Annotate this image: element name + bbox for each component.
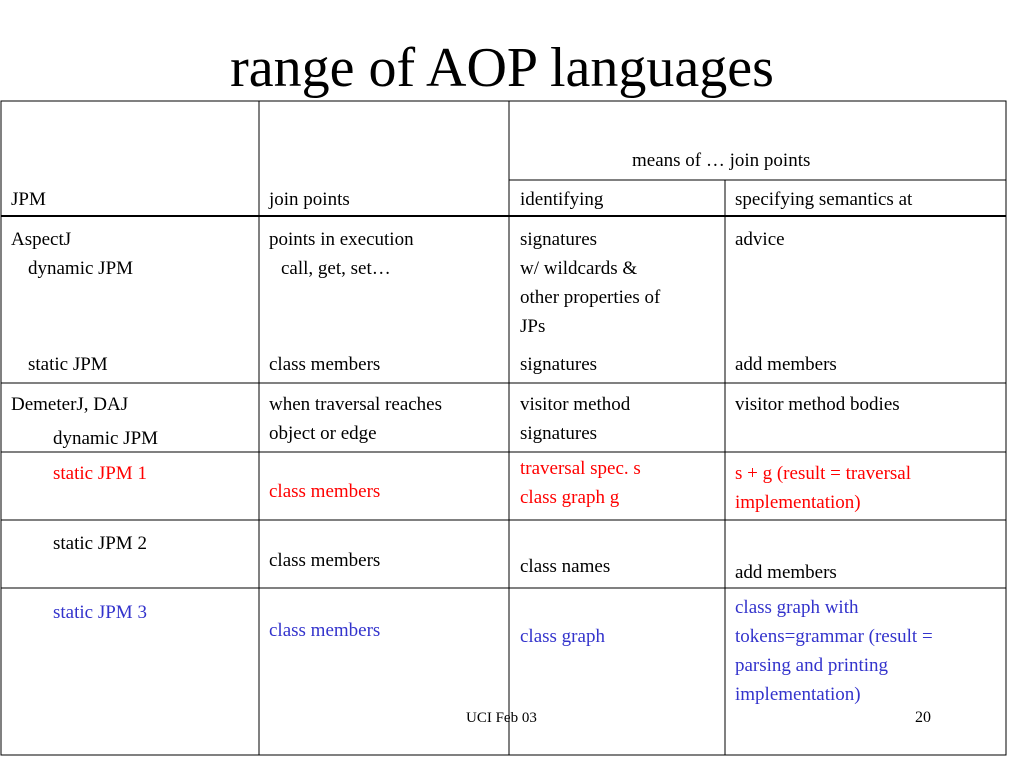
demeterj-joinpoints-1: when traversal reaches <box>269 394 443 415</box>
static-jpm-1-id-2: class graph g <box>520 487 620 508</box>
static-jpm-1-id-1: traversal spec. s <box>520 458 641 479</box>
static-jpm-3-spec-1: class graph with <box>735 597 859 618</box>
header-identifying: identifying <box>520 189 604 210</box>
static-jpm-3-joinpoints: class members <box>269 620 381 641</box>
aspectj-dyn-spec: advice <box>735 229 785 250</box>
demeterj-joinpoints-2: object or edge <box>269 423 377 444</box>
static-jpm-1-joinpoints: class members <box>269 481 381 502</box>
static-jpm-3-spec-4: implementation) <box>735 684 861 705</box>
static-jpm-3-spec-3: parsing and printing <box>735 655 889 676</box>
demeterj-id-1: visitor method <box>520 394 631 415</box>
aspectj-dyn-id-3: other properties of <box>520 287 661 308</box>
header-group-means-of: means of … join points <box>632 150 811 171</box>
aspectj-name: AspectJ <box>11 229 72 250</box>
static-jpm-1-label: static JPM 1 <box>53 463 147 484</box>
header-specifying: specifying semantics at <box>735 189 913 210</box>
aspectj-dyn-joinpoints-1: points in execution <box>269 229 414 250</box>
static-jpm-2-spec: add members <box>735 562 837 583</box>
slide-title: range of AOP languages <box>230 37 774 99</box>
aspectj-static-id: signatures <box>520 354 598 375</box>
static-jpm-2-label: static JPM 2 <box>53 533 147 554</box>
header-jpm: JPM <box>11 189 46 210</box>
aspectj-dyn-id-2: w/ wildcards & <box>520 258 638 279</box>
demeterj-dynamic-label: dynamic JPM <box>53 428 159 449</box>
static-jpm-2-id: class names <box>520 556 611 577</box>
aspectj-dyn-id-4: JPs <box>520 316 546 337</box>
demeterj-name: DemeterJ, DAJ <box>11 394 129 415</box>
demeterj-spec: visitor method bodies <box>735 394 900 415</box>
aspectj-static-joinpoints: class members <box>269 354 381 375</box>
demeterj-id-2: signatures <box>520 423 598 444</box>
page-number: 20 <box>915 709 931 726</box>
header-join-points: join points <box>269 189 350 210</box>
aspectj-dynamic-label: dynamic JPM <box>28 258 134 279</box>
aspectj-dyn-joinpoints-2: call, get, set… <box>281 258 391 279</box>
static-jpm-3-label: static JPM 3 <box>53 602 147 623</box>
aspectj-static-label: static JPM <box>28 354 108 375</box>
static-jpm-3-id: class graph <box>520 626 605 647</box>
aspectj-dyn-id-1: signatures <box>520 229 598 250</box>
static-jpm-2-joinpoints: class members <box>269 550 381 571</box>
static-jpm-1-spec-1: s + g (result = traversal <box>735 463 912 484</box>
static-jpm-3-spec-2: tokens=grammar (result = <box>735 626 933 647</box>
aspectj-static-spec: add members <box>735 354 837 375</box>
static-jpm-1-spec-2: implementation) <box>735 492 861 513</box>
footer-source: UCI Feb 03 <box>466 710 537 726</box>
